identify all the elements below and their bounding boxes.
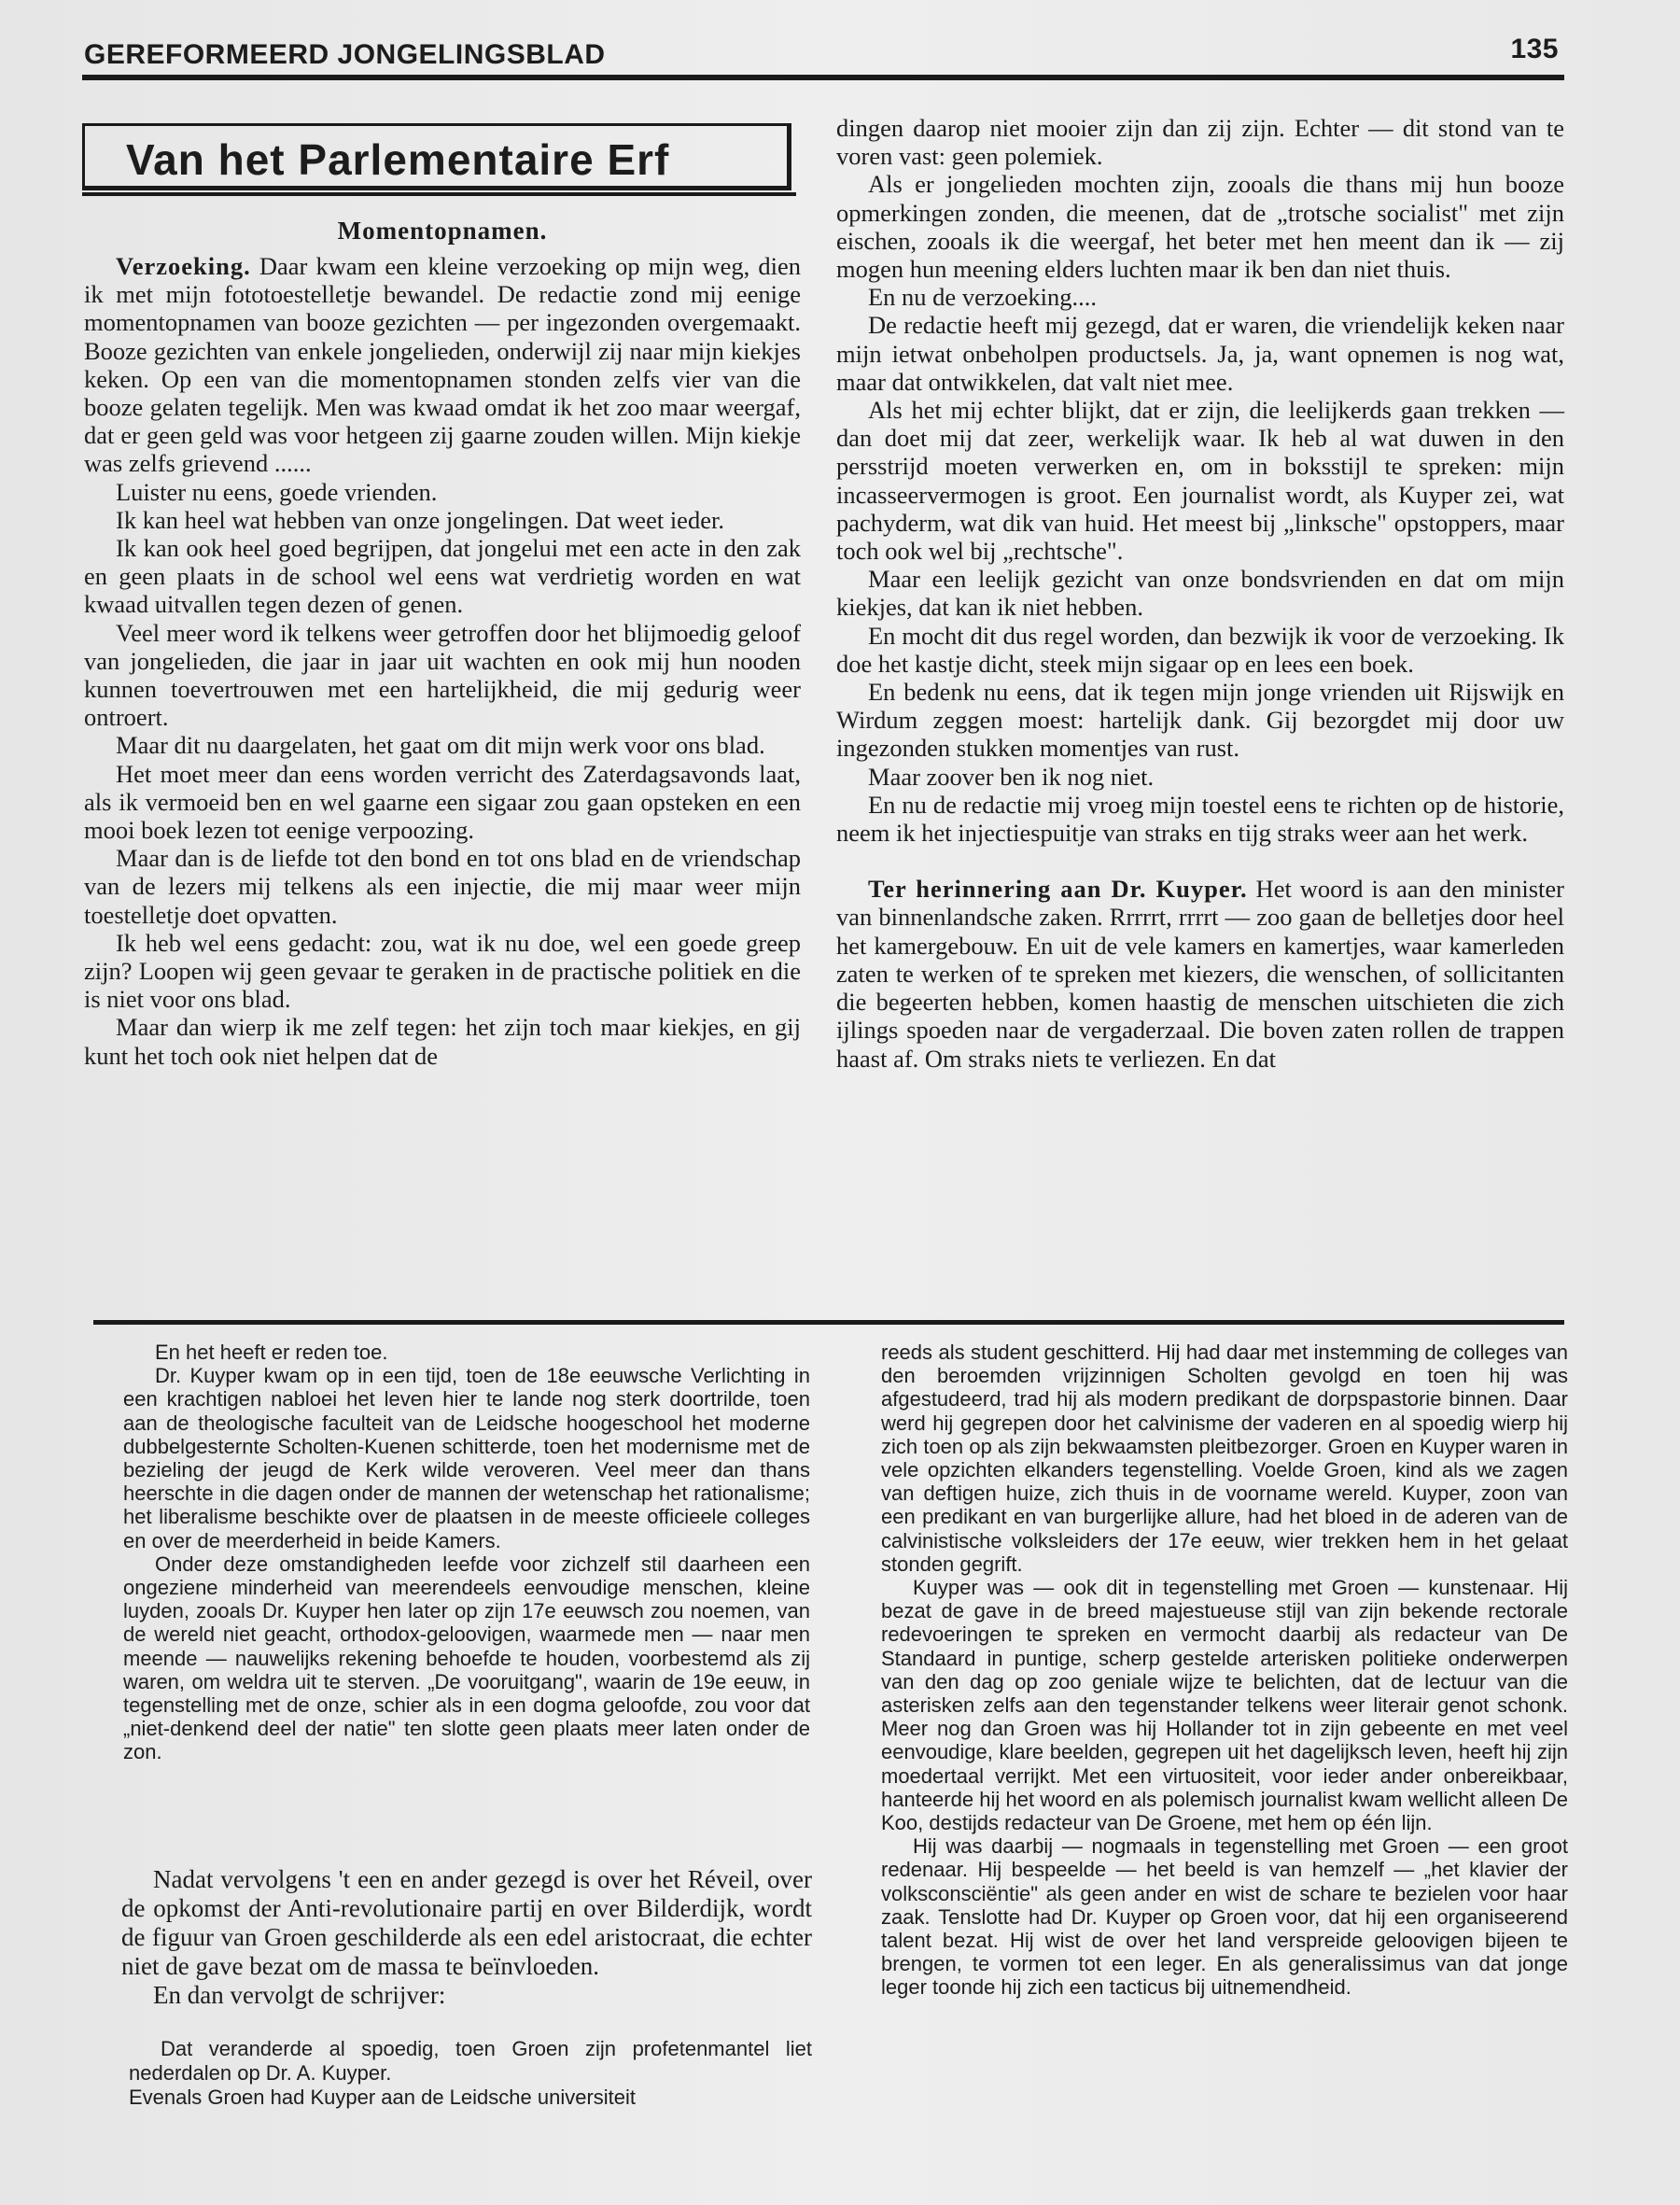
paragraph: De redactie heeft mij gezegd, dat er waren, die vriendelijk keken naar mijn ietwat onbeholpen productsels. Ja, ja, want opnemen is nog wat, maar dat ontwikkelen, dat valt niet mee. bbox=[836, 311, 1564, 396]
lead-in: Ter herinnering aan Dr. Kuyper. bbox=[868, 875, 1248, 904]
paragraph: Maar dan is de liefde tot den bond en tot ons blad en de vriendschap van de lezers mij telkens als een injectie, die mij maar weer mijn toestelletje doet opvatten. bbox=[84, 844, 801, 929]
journal-title: GEREFORMEERD JONGELINGSBLAD bbox=[84, 39, 606, 70]
paragraph: En mocht dit dus regel worden, dan bezwijk ik voor de verzoeking. Ik doe het kastje dicht, steek mijn sigaar op en lees een boek. bbox=[836, 621, 1564, 678]
paragraph: Maar een leelijk gezicht van onze bondsvrienden en dat om mijn kiekjes, dat kan ik niet hebben. bbox=[836, 565, 1564, 622]
paragraph: Evenals Groen had Kuyper aan de Leidsche universiteit bbox=[129, 2086, 637, 2109]
paragraph: Luister nu eens, goede vrienden. bbox=[116, 477, 438, 506]
paragraph: En nu de redactie mij vroeg mijn toestel eens te richten op de historie, neem ik het injectiespuitje van straks en tijg straks weer aan het werk. bbox=[836, 790, 1564, 848]
running-header bbox=[84, 34, 1559, 75]
paragraph: Dat veranderde al spoedig, toen Groen zijn profetenmantel liet nederdalen op Dr. A. Kuyper. bbox=[129, 2037, 812, 2085]
paragraph: Het moet meer dan eens worden verricht des Zaterdagsavonds laat, als ik vermoeid ben en wel gaarne een sigaar zou gaan opsteken en een mooi boek lezen tot eenige verpoozing. bbox=[84, 759, 801, 845]
paragraph: Ik heb wel eens gedacht: zou, wat ik nu doe, wel een goede greep zijn? Loopen wij geen gevaar te geraken in de practische politiek en die is niet voor ons blad. bbox=[84, 928, 801, 1014]
paragraph: En nu de verzoeking.... bbox=[868, 283, 1098, 312]
narrative-block bbox=[121, 1865, 812, 2010]
paragraph: En bedenk nu eens, dat ik tegen mijn jonge vrienden uit Rijswijk en Wirdum zeggen moest: hartelijk dank. Gij bezorgdet mij door uw ingezonden stukken momentjes van rust. bbox=[836, 678, 1564, 763]
paragraph: Hij was daarbij — nogmaals in tegenstelling met Groen — een groot redenaar. Hij bespeelde — het beeld is van hemzelf — „het klavier der volksconsciëntie" als geen ander en wist de schare te bezielen voor haar zaak. Tenslotte had Dr. Kuyper op Groen voor, dat hij een organiseerend talent bezat. Hij wist de over het land verspreide geloovigen bijeen te brengen, te vormen tot een leger. En als generalissimus van dat jonge leger toonde hij zich een tacticus bij uitnemendheid. bbox=[881, 1834, 1568, 2000]
paragraph: Nadat vervolgens 't een en ander gezegd is over het Réveil, over de opkomst der Anti-revolutionaire partij en over Bilderdijk, wordt de figuur van Groen geschilderde als een edel aristocraat, die echter niet de gave bezat om de massa te beïnvloeden. bbox=[121, 1865, 812, 1980]
article-column-left bbox=[84, 252, 801, 1070]
heading-underline bbox=[82, 192, 796, 196]
paragraph: Ik kan heel wat hebben van onze jongelingen. Dat weet ieder. bbox=[116, 505, 724, 534]
paragraph-text: Daar kwam een kleine verzoeking op mijn weg, dien ik met mijn fototoestelletje bewandel. De redactie zond mij eenige momentopnamen van booze gezichten — per ingezonden overgemaakt. Booze gezichten van enkele jongelieden, onderwijl zij naar mijn kiekjes keken. Op een van die momentopnamen stonden zelfs vier van die booze gelaten tegelijk. Men was kwaad omdat ik het zoo maar weergaf, dat er geen geld was voor hetgeen zij gaarne zouden willen. Mijn kiekje was zelfs grievend ...... bbox=[84, 252, 801, 478]
paragraph: Dr. Kuyper kwam op in een tijd, toen de 18e eeuwsche Verlichting in een krachtigen nabloei het leven hier te lande nog sterk doortrilde, toen aan de theologische faculteit van de Leidsche hoogeschool het moderne dubbelgesterntе Scholten-Kuenen schitterde, toen het modernisme met de bezieling der jeugd de Kerk wilde veroveren. Veel meer dan thans heerschte in die dagen onder de mannen der wetenschap het rationalisme; het liberalisme beschikte over de plaatsen in de meeste officieele colleges en over de meerderheid in beide Kamers. bbox=[123, 1364, 810, 1552]
quoted-passage bbox=[129, 2037, 812, 2110]
header-rule bbox=[82, 75, 1564, 80]
section-rule bbox=[93, 1320, 1564, 1325]
paragraph: reeds als student geschitterd. Hij had daar met instemming de colleges van den beroemden vrijzinnigen Scholten gevolgd en toen hij was afgestudeerd, trad hij als modern predikant de dorpspastorie binnen. Daar werd hij gegrepen door het calvinisme der vaderen en al spoedig wierp hij zich toen op als zijn bekwaamsten pleitbezorger. Groen en Kuyper waren in vele opzichten elkanders tegenstelling. Voelde Groen, kind als we zagen van deftigen huize, zich thuis in de voorname wereld. Kuyper, zoon van een predikant en van burgerlijke allure, had het bloed in de aderen van de calvinistische volksleiders der 17e eeuw, wier trekken hem in het gelaat stonden gegrift. bbox=[881, 1341, 1568, 1576]
paragraph: Als er jongelieden mochten zijn, zooals die thans mij hun booze opmerkingen zonden, die meenen, dat de „trotsche socialist" met zijn eischen, zooals ik die weergaf, het beter met hen meent dan ik — zij mogen hun meening elders luchten maar ik ben dan niet thuis. bbox=[836, 170, 1564, 284]
paragraph: Maar dan wierp ik me zelf tegen: het zijn toch maar kiekjes, en gij kunt het toch ook niet helpen dat de bbox=[84, 1013, 801, 1070]
article-heading: Van het Parlementaire Erf bbox=[82, 123, 791, 190]
paragraph: dingen daarop niet mooier zijn dan zij zijn. Echter — dit stond van te voren vast: geen polemiek. bbox=[836, 114, 1564, 171]
paragraph: Kuyper was — ook dit in tegenstelling met Groen — kunstenaar. Hij bezat de gave in de breed majestueuse stijl van zijn bekende rectorale redevoeringen te spreken en vermocht daarbij als redacteur van De Standaard in puntige, scherp gestelde arterisken politieke onderwerpen van den dag op zoo geniale wijze te belichten, dat de lectuur van die asterisken zelfs aan den tegenstander telkens weer literair genot schonk. Meer nog dan Groen was hij Hollander tot in zijn gebeente en met veel eenvoudige, klare beelden, gegrepen uit het dagelijksch leven, heeft hij zijn moedertaal verrijkt. Met een virtuositeit, voor ieder ander onbereikbaar, hanteerde hij het woord en als polemisch journalist kwam wellicht alleen De Koo, destijds redacteur van De Groene, met hem op één lijn. bbox=[881, 1576, 1568, 1835]
paragraph: En het heeft er reden toe. bbox=[155, 1341, 388, 1364]
paragraph bbox=[836, 875, 1564, 1072]
article-column-right bbox=[836, 114, 1564, 1073]
paragraph: Onder deze omstandigheden leefde voor zichzelf stil daarheen een ongeziene minderheid van meerendeels eenvoudige menschen, kleine luyden, zooals Dr. Kuyper hen later op zijn 17e eeuwsch zou noemen, van de wereld niet geacht, orthodox-geloovigen, waarmede men — naar men meende — nauwelijks rekening behoefde te houden, voorbestemd als zij waren, om weldra uit te sterven. „De vooruitgang", waarin de 19e eeuw, in tegenstelling met de onze, schier als in een dogma geloofde, zou voor dat „niet-denkend deel der natie" ten slotte geen plaats meer laten onder de zon. bbox=[123, 1552, 810, 1764]
paragraph-text: Het woord is aan den minister van binnenlandsche zaken. Rrrrrt, rrrrt — zoo gaan de belletjes door heel het kamergebouw. En uit de vele kamers en kamertjes, waar kamerleden zaten te werken of te spreken met kiezers, die wenschen, of sollicitanten die begeerten hebben, komen haastig de menschen uitschieten die zich ijlings spoeden naar de vergaderzaal. Die boven zaten rollen de trappen haast af. Om straks niets te verliezen. En dat bbox=[836, 875, 1564, 1073]
paragraph: En dan vervolgt de schrijver: bbox=[153, 1981, 446, 2009]
paragraph bbox=[84, 252, 801, 478]
paragraph: Ik kan ook heel goed begrijpen, dat jongelui met een acte in den zak en geen plaats in de school wel eens wat verdrietig worden en wat kwaad uitvallen tegen dezen of genen. bbox=[84, 534, 801, 619]
paragraph: Maar zoover ben ik nog niet. bbox=[868, 762, 1155, 791]
paragraph: Als het mij echter blijkt, dat er zijn, die leelijkerds gaan trekken — dan doet mij dat zeer, werkelijk waar. Ik heb al wat duwen in den persstrijd moeten verwerken en, om in boksstijl te spreken: mijn incasseervermogen is groot. Een journalist wordt, als Kuyper zei, wat pachyderm, wat dik van huid. Het meest bij „linksche" opstoppers, maar toch ook wel bij „rechtsche". bbox=[836, 396, 1564, 566]
lower-column-right bbox=[881, 1341, 1568, 2000]
paragraph: Veel meer word ik telkens weer getroffen door het blijmoedig geloof van jongelieden, die jaar in jaar uit wachten en ook mij hun nooden kunnen toevertrouwen met een hartelijkheid, die mij gedurig weer ontroert. bbox=[84, 618, 801, 732]
lower-column-left bbox=[123, 1341, 810, 1764]
paragraph: Maar dit nu daargelaten, het gaat om dit mijn werk voor ons blad. bbox=[116, 731, 765, 760]
page-number: 135 bbox=[1510, 34, 1559, 64]
lead-in: Verzoeking. bbox=[116, 252, 251, 280]
article-subheading: Momentopnamen. bbox=[337, 217, 548, 245]
